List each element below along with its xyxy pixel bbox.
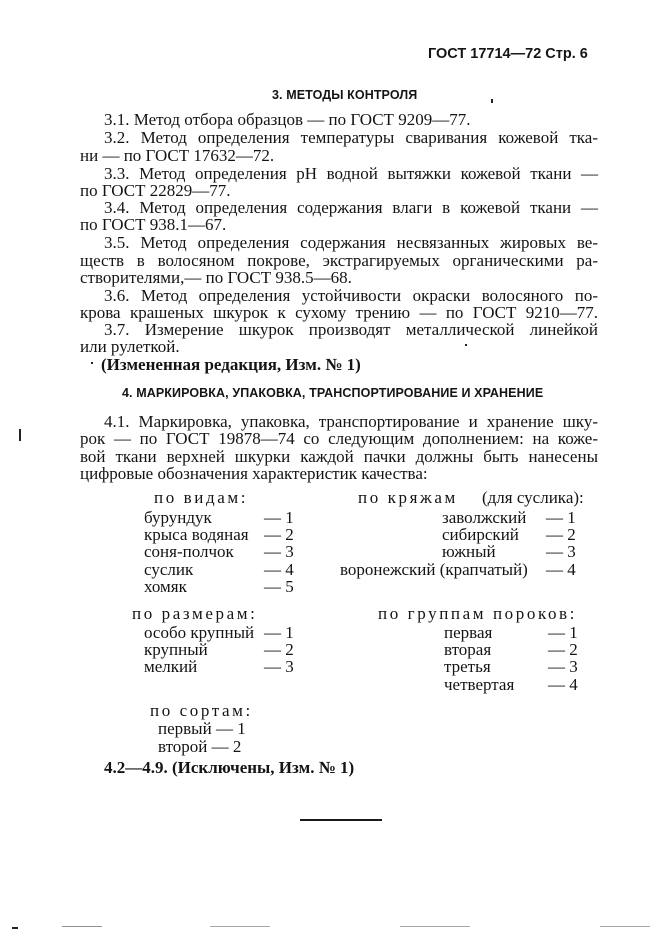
paragraph-4-1-line1: 4.1. Маркировка, упаковка, транспортирование и хранение шку- — [104, 412, 598, 431]
list-item-name: крыса водяная — [144, 525, 249, 544]
list-item-name: суслик — [144, 560, 194, 579]
list-item-name: мелкий — [144, 657, 198, 676]
list-item-name: южный — [442, 542, 496, 561]
scan-artifact — [400, 926, 470, 927]
list-title-grades: по сортам: — [150, 701, 253, 720]
list-item-name: крупный — [144, 640, 208, 659]
paragraph-3-5-line2: ществ в волосяном покрове, экстрагируемых органическими ра- — [80, 251, 598, 270]
list-item-name: сибирский — [442, 525, 519, 544]
paragraph-4-1-line3: вой ткани верхней шкурки каждой пачки должны быть нанесены — [80, 447, 598, 466]
list-title-species: по видам: — [154, 488, 249, 507]
paragraph-4-1-line4: цифровые обозначения характеристик качества: — [80, 464, 428, 483]
scan-artifact — [210, 926, 270, 927]
list-item: первый — 1 — [158, 719, 246, 738]
print-speck — [91, 362, 93, 364]
margin-mark — [19, 429, 21, 441]
scan-artifact — [12, 927, 18, 929]
list-item-code: — 3 — [546, 542, 576, 561]
list-title-sizes: по размерам: — [132, 604, 258, 623]
list-title-defects: по группам пороков: — [378, 604, 577, 623]
list-item-code: — 5 — [264, 577, 294, 596]
list-item-code: — 4 — [548, 675, 578, 694]
list-item-code: — 2 — [264, 640, 294, 659]
list-title-regions-note: (для суслика): — [482, 488, 584, 507]
paragraph-3-2-line1: 3.2. Метод определения температуры сваривания кожевой тка- — [104, 128, 598, 147]
excluded-note: 4.2—4.9. (Исключены, Изм. № 1) — [104, 758, 355, 777]
scan-artifact — [600, 926, 650, 927]
list-item-name: хомяк — [144, 577, 187, 596]
paragraph-4-1-line2: рок — по ГОСТ 19878—74 со следующим дополнением: на коже- — [80, 429, 598, 448]
list-item-code: — 3 — [264, 542, 294, 561]
list-item-code: — 1 — [546, 508, 576, 527]
list-item-code: — 4 — [264, 560, 294, 579]
paragraph-3-4-line2: по ГОСТ 938.1—67. — [80, 215, 227, 234]
list-item-name: первая — [444, 623, 493, 642]
list-item-name: заволжский — [442, 508, 527, 527]
amendment-note: (Измененная редакция, Изм. № 1) — [101, 355, 361, 374]
paragraph-3-7-line1: 3.7. Измерение шкурок производят металлической линейкой — [104, 320, 598, 339]
list-item: второй — 2 — [158, 737, 242, 756]
paragraph-3-5-line1: 3.5. Метод определения содержания несвязанных жировых ве- — [104, 233, 598, 252]
list-item-code: — 3 — [264, 657, 294, 676]
paragraph-3-6-line2: крова крашеных шкурок к сухому трению — по ГОСТ 9210—77. — [80, 303, 598, 322]
list-item-code: — 2 — [264, 525, 294, 544]
list-item-name: третья — [444, 657, 491, 676]
list-item-name: соня-полчок — [144, 542, 234, 561]
paragraph-3-3-line1: 3.3. Метод определения pH водной вытяжки кожевой ткани — — [104, 164, 598, 183]
paragraph-3-5-line3: створителями,— по ГОСТ 938.5—68. — [80, 268, 352, 287]
section-3-title: 3. МЕТОДЫ КОНТРОЛЯ — [272, 88, 418, 102]
running-header: ГОСТ 17714—72 Стр. 6 — [428, 46, 588, 62]
paragraph-3-4-line1: 3.4. Метод определения содержания влаги в кожевой ткани — — [104, 198, 598, 217]
paragraph-3-7-line2: или рулеткой. — [80, 337, 180, 356]
print-speck — [491, 99, 493, 103]
paragraph-3-1: 3.1. Метод отбора образцов — по ГОСТ 9209—77. — [104, 110, 471, 129]
paragraph-3-3-line2: по ГОСТ 22829—77. — [80, 181, 231, 200]
scan-artifact — [62, 926, 102, 927]
list-item-name: четвертая — [444, 675, 515, 694]
list-item-name: особо крупный — [144, 623, 255, 642]
list-item-code: — 1 — [548, 623, 578, 642]
paragraph-3-6-line1: 3.6. Метод определения устойчивости окраски волосяного по- — [104, 286, 598, 305]
paragraph-3-2-line2: ни — по ГОСТ 17632—72. — [80, 146, 275, 165]
section-4-title: 4. МАРКИРОВКА, УПАКОВКА, ТРАНСПОРТИРОВАНИЕ И ХРАНЕНИЕ — [122, 386, 544, 400]
end-rule — [300, 819, 382, 821]
list-item-code: — 1 — [264, 508, 294, 527]
list-item-name: воронежский (крапчатый) — [340, 560, 528, 579]
list-item-name: вторая — [444, 640, 492, 659]
list-title-regions: по кряжам — [358, 488, 458, 507]
list-item-name: бурундук — [144, 508, 212, 527]
print-speck — [465, 344, 467, 346]
list-item-code: — 2 — [548, 640, 578, 659]
list-item-code: — 3 — [548, 657, 578, 676]
list-item-code: — 4 — [546, 560, 576, 579]
list-item-code: — 2 — [546, 525, 576, 544]
list-item-code: — 1 — [264, 623, 294, 642]
